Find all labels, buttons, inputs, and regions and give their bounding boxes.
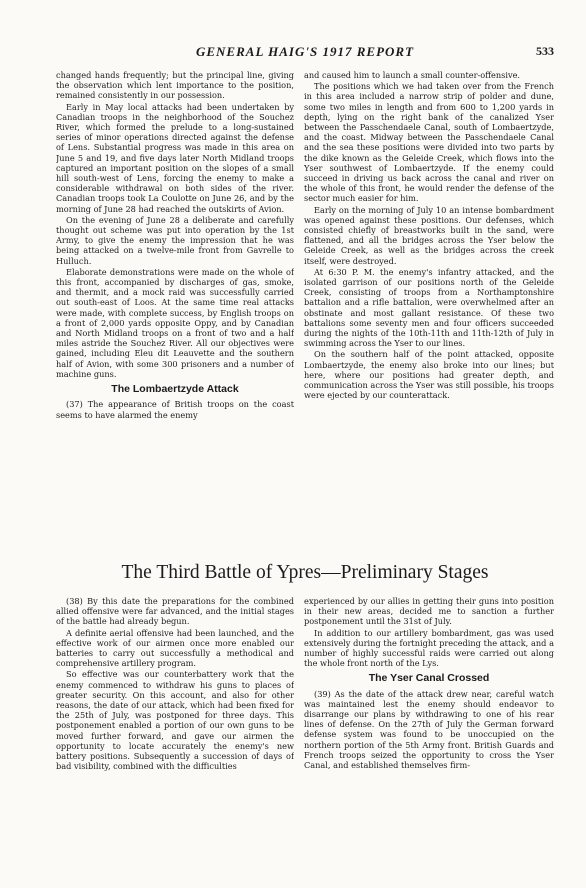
subheading-lombaertzyde: The Lombaertzyde Attack: [111, 383, 239, 396]
paragraph: Early on the morning of July 10 an intense bombardment was opened against these positions. Our defenses, which consisted chiefly of breastworks built in the sand, were flattened, and all the bridges across the Yser below the Geleide Creek, as well as the bridges across the creek itself, were destroyed.: [304, 204, 554, 266]
subheading-yser-canal: The Yser Canal Crossed: [368, 672, 490, 685]
paragraph: So effective was our counterbattery work that the enemy commenced to withdraw his guns to places of greater security. On this account, and also for other reasons, the date of our attack, which had been fixed for the 25th of July, was postponed for three days. This postponement enabled a portion of our own guns to be moved further forward, and gave our airmen the opportunity to locate accurately the enemy's new battery positions. Subsequently a succession of days of bad visibility, combined with the difficulties: [56, 669, 294, 772]
paragraph: On the evening of June 28 a deliberate and carefully thought out scheme was put into operation by the 1st Army, to give the enemy the impression that he was being attacked on a twelve-mile front from Gavrelle to Hulluch.: [56, 214, 294, 266]
paragraph: (39) As the date of the attack drew near, careful watch was maintained lest the enemy should endeavor to disarrange our plans by withdrawing to one of his rear lines of defense. On the 27th of July the German forward defense system was found to be unoccupied on the northern portion of the 5th Army front. British Guards and French troops seized the opportunity to cross the Yser Canal, and established themselves firm-: [304, 688, 554, 771]
page-header: [56, 44, 554, 60]
paragraph: experienced by our allies in getting their guns into position in their new areas, decided me to sanction a further postponement until the 31st of July.: [304, 596, 554, 627]
paragraph: In addition to our artillery bombardment, gas was used extensively during the fortnight preceding the attack, and a number of highly successful raids were carried out along the whole front north of the Lys.: [304, 627, 554, 669]
bottom-left-column: [56, 596, 294, 878]
top-right-column: [304, 70, 554, 546]
paragraph: A definite aerial offensive had been launched, and the effective work of our airmen once more enabled our batteries to carry out successfully a methodical and comprehensive artillery program.: [56, 627, 294, 669]
bottom-right-column: [304, 596, 554, 878]
section-title: The Third Battle of Ypres—Preliminary Stages: [121, 562, 489, 583]
running-title: GENERAL HAIG'S 1917 REPORT: [195, 44, 415, 59]
top-left-column: [56, 70, 294, 546]
paragraph: Early in May local attacks had been undertaken by Canadian troops in the neighborhood of the Souchez River, which formed the prelude to a long-sustained series of minor operations directed against the defense of Lens. Substantial progress was made in this area on June 5 and 19, and five days later North Midland troops captured an important position on the slopes of a small hill south-west of Lens, forcing the enemy to make a considerable withdrawal on both sides of the river. Canadian troops took La Coulotte on June 26, and by the morning of June 28 had reached the outskirts of Avion.: [56, 101, 294, 214]
paragraph: (38) By this date the preparations for the combined allied offensive were far advanced, and the initial stages of the battle had already begun.: [56, 596, 294, 627]
paragraph: Elaborate demonstrations were made on the whole of this front, accompanied by discharges of gas, smoke, and thermit, and a mock raid was successfully carried out south-east of Loos. At the same time real attacks were made, with complete success, by English troops on a front of 2,000 yards opposite Oppy, and by Canadian and North Midland troops on a front of two and a half miles astride the Souchez River. All our objectives were gained, including Eleu dit Leauvette and the southern half of Avion, with some 300 prisoners and a number of machine guns.: [56, 266, 294, 379]
paragraph: and caused him to launch a small counter-offensive.: [304, 70, 521, 80]
paragraph: The positions which we had taken over from the French in this area included a narrow strip of polder and dune, some two miles in length and from 600 to 1,200 yards in depth, lying on the right bank of the canalized Yser between the Passchendaele Canal, south of Lombaertzyde, and the coast. Midway between the Passchendaele Canal and the sea these positions were divided into two parts by the dike known as the Geleide Creek, which flows into the Yser southwest of Lombaertzyde. If the enemy could succeed in driving us back across the canal and river on the whole of this front, he would render the defense of the sector much easier for him.: [304, 81, 554, 204]
paragraph: On the southern half of the point attacked, opposite Lombaertzyde, the enemy also broke into our lines; but here, where our positions had greater depth, and communication across the Yser was still possible, his troops were ejected by our counterattack.: [304, 349, 554, 401]
page-number: 533: [536, 44, 554, 58]
paragraph: changed hands frequently; but the principal line, giving the observation which lent importance to the position, remained consistently in our possession.: [56, 70, 294, 101]
paragraph: At 6:30 P. M. the enemy's infantry attacked, and the isolated garrison of our positions north of the Geleide Creek, consisting of troops from a Northamptonshire battalion and a rifle battalion, were overwhelmed after an obstinate and most gallant resistance. Of these two battalions some seventy men and four officers succeeded during the nights of the 10th-11th and 11th-12th of July in swimming across the Yser to our lines.: [304, 266, 554, 349]
paragraph: (37) The appearance of British troops on the coast seems to have alarmed the enemy: [56, 399, 294, 420]
